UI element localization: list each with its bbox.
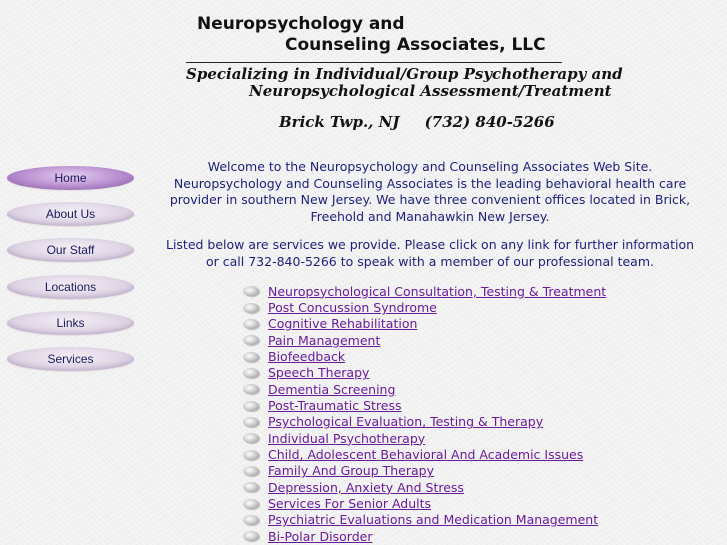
service-link[interactable]: Speech Therapy: [268, 365, 370, 381]
service-item: [243, 463, 606, 479]
service-item: [243, 495, 606, 511]
location-phone: [279, 113, 555, 131]
service-link[interactable]: Post-Traumatic Stress: [268, 398, 402, 414]
service-link[interactable]: Services For Senior Adults: [268, 496, 432, 512]
nav-home-button[interactable]: Home: [7, 166, 134, 190]
practice-name-line1: Neuropsychology and: [197, 14, 405, 34]
oval-bullet-icon: [243, 515, 259, 525]
oval-bullet-icon: [243, 335, 259, 345]
service-item: [243, 414, 606, 430]
service-link[interactable]: Individual Psychotherapy: [268, 430, 426, 446]
oval-bullet-icon: [243, 352, 259, 362]
phone-text: (732) 840-5266: [424, 113, 555, 131]
service-item: [243, 332, 606, 348]
service-item: [243, 397, 606, 413]
service-item: [243, 316, 606, 332]
service-link[interactable]: Cognitive Rehabilitation: [268, 316, 418, 332]
tagline-line2: Neuropsychological Assessment/Treatment: [249, 82, 612, 100]
oval-bullet-icon: [243, 499, 259, 509]
practice-name-line2: Counseling Associates, LLC: [285, 35, 546, 55]
service-item: [243, 365, 606, 381]
services-list: [243, 283, 606, 545]
service-link[interactable]: Pain Management: [268, 332, 381, 348]
oval-bullet-icon: [243, 450, 259, 460]
service-link[interactable]: Neuropsychological Consultation, Testing & Treatment: [268, 283, 607, 299]
tagline-line1: Specializing in Individual/Group Psychotherapy and: [186, 65, 623, 83]
header-divider: [186, 62, 562, 63]
service-link[interactable]: Post Concussion Syndrome: [268, 300, 437, 316]
oval-bullet-icon: [243, 433, 259, 443]
service-link[interactable]: Bi-Polar Disorder: [268, 528, 373, 544]
service-link[interactable]: Psychiatric Evaluations and Medication Management: [268, 512, 599, 528]
nav-services-button[interactable]: Services: [7, 347, 134, 371]
service-item: [243, 348, 606, 364]
service-link[interactable]: Child, Adolescent Behavioral And Academic Issues: [268, 447, 584, 463]
nav-links-button[interactable]: Links: [7, 311, 134, 335]
location-text: Brick Twp., NJ: [279, 113, 400, 131]
service-link[interactable]: Depression, Anxiety And Stress: [268, 479, 464, 495]
service-link[interactable]: Biofeedback: [268, 349, 346, 365]
service-link[interactable]: Dementia Screening: [268, 381, 396, 397]
service-item: [243, 283, 606, 299]
service-item: [243, 479, 606, 495]
service-item: [243, 446, 606, 462]
service-link[interactable]: Psychological Evaluation, Testing & Therapy: [268, 414, 544, 430]
welcome-section: [160, 159, 700, 270]
oval-bullet-icon: [243, 531, 259, 541]
oval-bullet-icon: [243, 286, 259, 296]
service-item: [243, 512, 606, 528]
services-intro-paragraph: Listed below are services we provide. Please click on any link for further information or call 732-840-5266 to speak with a member of our professional team.: [165, 237, 695, 269]
oval-bullet-icon: [243, 368, 259, 378]
nav-locations-button[interactable]: Locations: [7, 275, 134, 299]
oval-bullet-icon: [243, 319, 259, 329]
service-item: [243, 430, 606, 446]
oval-bullet-icon: [243, 466, 259, 476]
service-link[interactable]: Family And Group Therapy: [268, 463, 434, 479]
oval-bullet-icon: [243, 384, 259, 394]
nav-our-staff-button[interactable]: Our Staff: [7, 238, 134, 262]
service-item: [243, 528, 606, 544]
service-item: [243, 299, 606, 315]
service-item: [243, 381, 606, 397]
oval-bullet-icon: [243, 401, 259, 411]
oval-bullet-icon: [243, 417, 259, 427]
intro-paragraph: Welcome to the Neuropsychology and Counseling Associates Web Site. Neuropsychology and Counseling Associates is the leading behavioral health care provider in southern New Jersey. We have three convenient offices located in Brick, Freehold and Manahawkin New Jersey.: [169, 159, 691, 224]
oval-bullet-icon: [243, 303, 259, 313]
nav-about-us-button[interactable]: About Us: [7, 202, 134, 226]
oval-bullet-icon: [243, 482, 259, 492]
